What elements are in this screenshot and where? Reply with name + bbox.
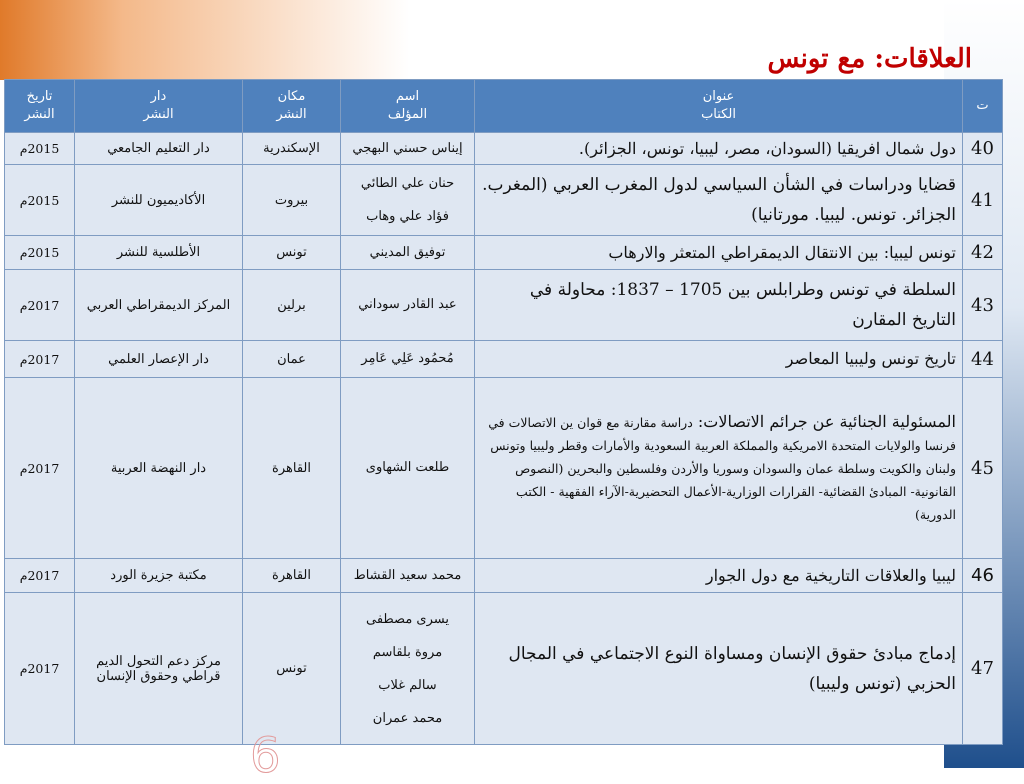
- book-title: قضايا ودراسات في الشأن السياسي لدول المغرب العربي (المغرب. الجزائر. تونس. ليبيا. مورتانيا): [475, 165, 963, 236]
- table-row: [5, 165, 1003, 236]
- publisher-cell: المركز الديمقراطي العربي: [75, 270, 243, 341]
- author-name: محمد عمران: [372, 710, 443, 726]
- book-title-rest: دراسة مقارنة مع قوان ين الاتصالات في فرنسا والولايات المتحدة الامريكية والمملكة العربية السعودية والأمارات وقطر وليبيا وتونس ولبنان والكويت وسلطة عمان والسودان وسوريا والأردن وفلسطين والبحرين (النصوص القانونية- المبادئ القضائية- القرارات الوزارية-الأعمال التحضيرية-الآراء الفقهية - الكتب الدورية): [488, 415, 956, 522]
- header-book-title: عنوان الكتاب: [475, 80, 963, 133]
- author-cell: [341, 236, 475, 270]
- publisher-cell: دار الإعصار العلمي: [75, 341, 243, 378]
- publisher-cell: الأكاديميون للنشر: [75, 165, 243, 236]
- author-cell: [341, 593, 475, 745]
- table-header-row: [5, 80, 1003, 133]
- header-date: تاريخ النشر: [5, 80, 75, 133]
- row-number: 45: [963, 378, 1003, 559]
- row-number: 41: [963, 165, 1003, 236]
- table-row: [5, 341, 1003, 378]
- date-cell: 2017م: [5, 378, 75, 559]
- date-cell: 2015م: [5, 236, 75, 270]
- date-cell: 2017م: [5, 593, 75, 745]
- header-author: اسم المؤلف: [341, 80, 475, 133]
- place-cell: القاهرة: [243, 378, 341, 559]
- author-name: فؤاد علي وهاب: [366, 209, 449, 224]
- publisher-cell: مكتبة جزيرة الورد: [75, 559, 243, 593]
- book-title-lead: المسئولية الجنائية عن جرائم الاتصالات:: [692, 412, 956, 431]
- author-name: مُحمُود عَلِي عَامِر: [361, 351, 454, 366]
- table-row: [5, 236, 1003, 270]
- book-title: [475, 378, 963, 559]
- author-cell: [341, 165, 475, 236]
- table-row: [5, 378, 1003, 559]
- table-row: [5, 270, 1003, 341]
- place-cell: القاهرة: [243, 559, 341, 593]
- author-name: يسرى مصطفى: [365, 611, 449, 627]
- page-number: 6: [250, 728, 281, 784]
- author-name: محمد سعيد القشاط: [353, 567, 462, 583]
- author-cell: [341, 559, 475, 593]
- row-number: 44: [963, 341, 1003, 378]
- publisher-cell: مركز دعم التحول الديم قراطي وحقوق الإنسان: [75, 593, 243, 745]
- author-name: إيناس حسني البهجي: [352, 140, 463, 156]
- place-cell: برلين: [243, 270, 341, 341]
- table-row: [5, 133, 1003, 165]
- row-number: 47: [963, 593, 1003, 745]
- row-number: 40: [963, 133, 1003, 165]
- author-cell: [341, 270, 475, 341]
- date-cell: 2017م: [5, 270, 75, 341]
- place-cell: تونس: [243, 593, 341, 745]
- date-cell: 2017م: [5, 559, 75, 593]
- publisher-cell: دار التعليم الجامعي: [75, 133, 243, 165]
- book-title: تونس ليبيا: بين الانتقال الديمقراطي المتعثر والارهاب: [475, 236, 963, 270]
- book-title: ليبيا والعلاقات التاريخية مع دول الجوار: [475, 559, 963, 593]
- book-title: إدماج مبادئ حقوق الإنسان ومساواة النوع الاجتماعي في المجال الحزبي (تونس وليبيا): [475, 593, 963, 745]
- row-number: 46: [963, 559, 1003, 593]
- date-cell: 2015م: [5, 133, 75, 165]
- author-name: توفيق المديني: [369, 244, 446, 260]
- author-cell: [341, 341, 475, 378]
- header-place: مكان النشر: [243, 80, 341, 133]
- author-name: سالم غلاب: [378, 677, 437, 693]
- book-title: دول شمال افريقيا (السودان، مصر، ليبيا، تونس، الجزائر).: [475, 133, 963, 165]
- publisher-cell: الأطلسية للنشر: [75, 236, 243, 270]
- book-title: السلطة في تونس وطرابلس بين 1705 – 1837: محاولة في التاريخ المقارن: [475, 270, 963, 341]
- place-cell: تونس: [243, 236, 341, 270]
- place-cell: الإسكندرية: [243, 133, 341, 165]
- place-cell: بيروت: [243, 165, 341, 236]
- publisher-cell: دار النهضة العربية: [75, 378, 243, 559]
- author-name: طلعت الشهاوى: [365, 460, 450, 475]
- date-cell: 2017م: [5, 341, 75, 378]
- table-row: [5, 593, 1003, 745]
- table-row: [5, 559, 1003, 593]
- header-num: ت: [963, 80, 1003, 133]
- author-name: مروة بلقاسم: [372, 644, 443, 660]
- row-number: 43: [963, 270, 1003, 341]
- book-title: تاريخ تونس وليبيا المعاصر: [475, 341, 963, 378]
- header-publisher: دار النشر: [75, 80, 243, 133]
- bibliography-table: [4, 79, 1003, 745]
- author-name: عبد القادر سوداني: [358, 297, 457, 312]
- row-number: 42: [963, 236, 1003, 270]
- author-cell: [341, 378, 475, 559]
- author-cell: [341, 133, 475, 165]
- author-name: حنان علي الطائي: [360, 176, 455, 191]
- place-cell: عمان: [243, 341, 341, 378]
- page-title: العلاقات: مع تونس: [767, 44, 972, 74]
- date-cell: 2015م: [5, 165, 75, 236]
